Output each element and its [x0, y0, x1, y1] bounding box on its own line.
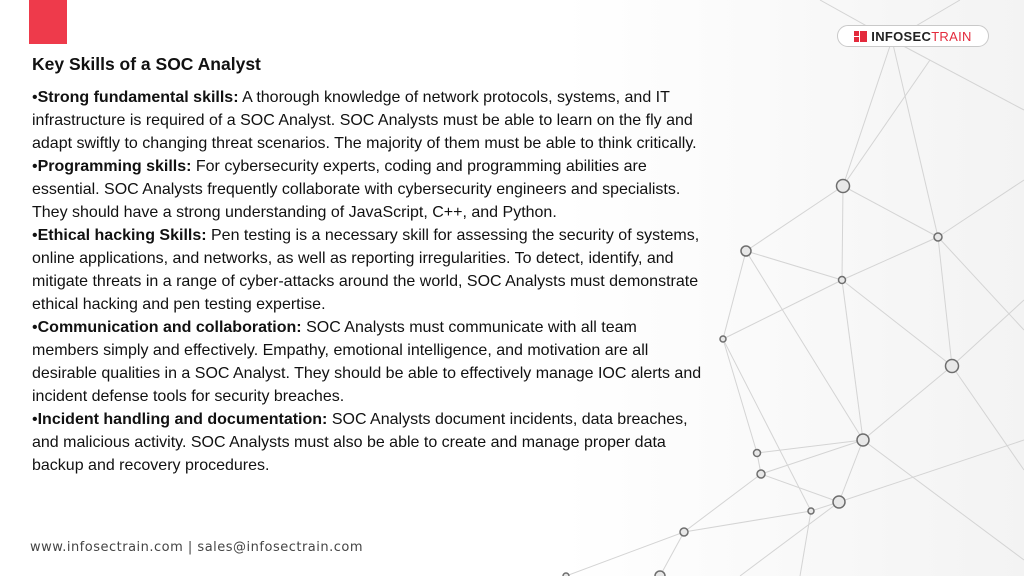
skill-title: Communication and collaboration: [37, 319, 302, 336]
network-node [833, 496, 845, 508]
infosectrain-logo [837, 25, 989, 47]
content [32, 52, 704, 477]
network-node [757, 470, 765, 478]
skill-item [32, 408, 704, 477]
skill-text: Pen testing is a necessary skill for assessing the security of systems, online applications, and networks, as well as reporting irregularities. To detect, identify, and mitigate threats in a range of cyber-attacks around the world, SOC Analysts must demonstrate ethical hacking and pen testing expertise. [32, 227, 700, 313]
footer-contact: www.infosectrain.com | sales@infosectrain.com [30, 540, 364, 555]
network-node [857, 434, 869, 446]
network-node [839, 277, 846, 284]
bullet: • [32, 319, 38, 336]
page-title: Key Skills of a SOC Analyst [32, 54, 261, 74]
skill-text: SOC Analysts document incidents, data breaches, and malicious activity. SOC Analysts must also be able to create and manage proper data backup and recovery procedures. [32, 411, 688, 474]
skill-title: Ethical hacking Skills: [37, 227, 207, 244]
skill-title: Incident handling and documentation: [37, 411, 328, 428]
bullet: • [32, 227, 38, 244]
bullet: • [32, 89, 38, 106]
skill-item [32, 86, 704, 155]
network-node [934, 233, 942, 241]
infosectrain-logo-icon [854, 31, 867, 42]
logo-text [871, 29, 971, 44]
logo-text-part1: INFOSEC [871, 28, 932, 44]
network-node [655, 571, 665, 576]
skill-text: For cybersecurity experts, coding and programming abilities are essential. SOC Analysts frequently collaborate with cybersecurity engineers and specialists. They should have a strong understanding of JavaScript, C++, and Python. [32, 158, 681, 221]
skill-title: Programming skills: [37, 158, 192, 175]
network-node [946, 360, 959, 373]
network-node [680, 528, 688, 536]
skill-item [32, 155, 704, 224]
skill-title: Strong fundamental skills: [37, 89, 239, 106]
skill-item [32, 316, 704, 408]
bullet: • [32, 158, 38, 175]
skill-text: A thorough knowledge of network protocols, systems, and IT infrastructure is required of a SOC Analyst. SOC Analysts must be able to learn on the fly and adapt swiftly to changing threat scenarios. The majority of them must be able to think critically. [32, 89, 697, 152]
network-node [837, 180, 850, 193]
bullet: • [32, 411, 38, 428]
logo-text-part2: TRAIN [931, 28, 972, 44]
network-node [741, 246, 751, 256]
network-node [808, 508, 814, 514]
skill-item [32, 224, 704, 316]
network-node [720, 336, 726, 342]
network-node [754, 450, 761, 457]
skill-text: SOC Analysts must communicate with all team members simply and effectively. Empathy, emotional intelligence, and motivation are all desirable qualities in a SOC Analyst. They should be able to effectively manage IOC alerts and incident defense tools for security breaches. [32, 319, 702, 405]
skills-list [32, 86, 704, 477]
